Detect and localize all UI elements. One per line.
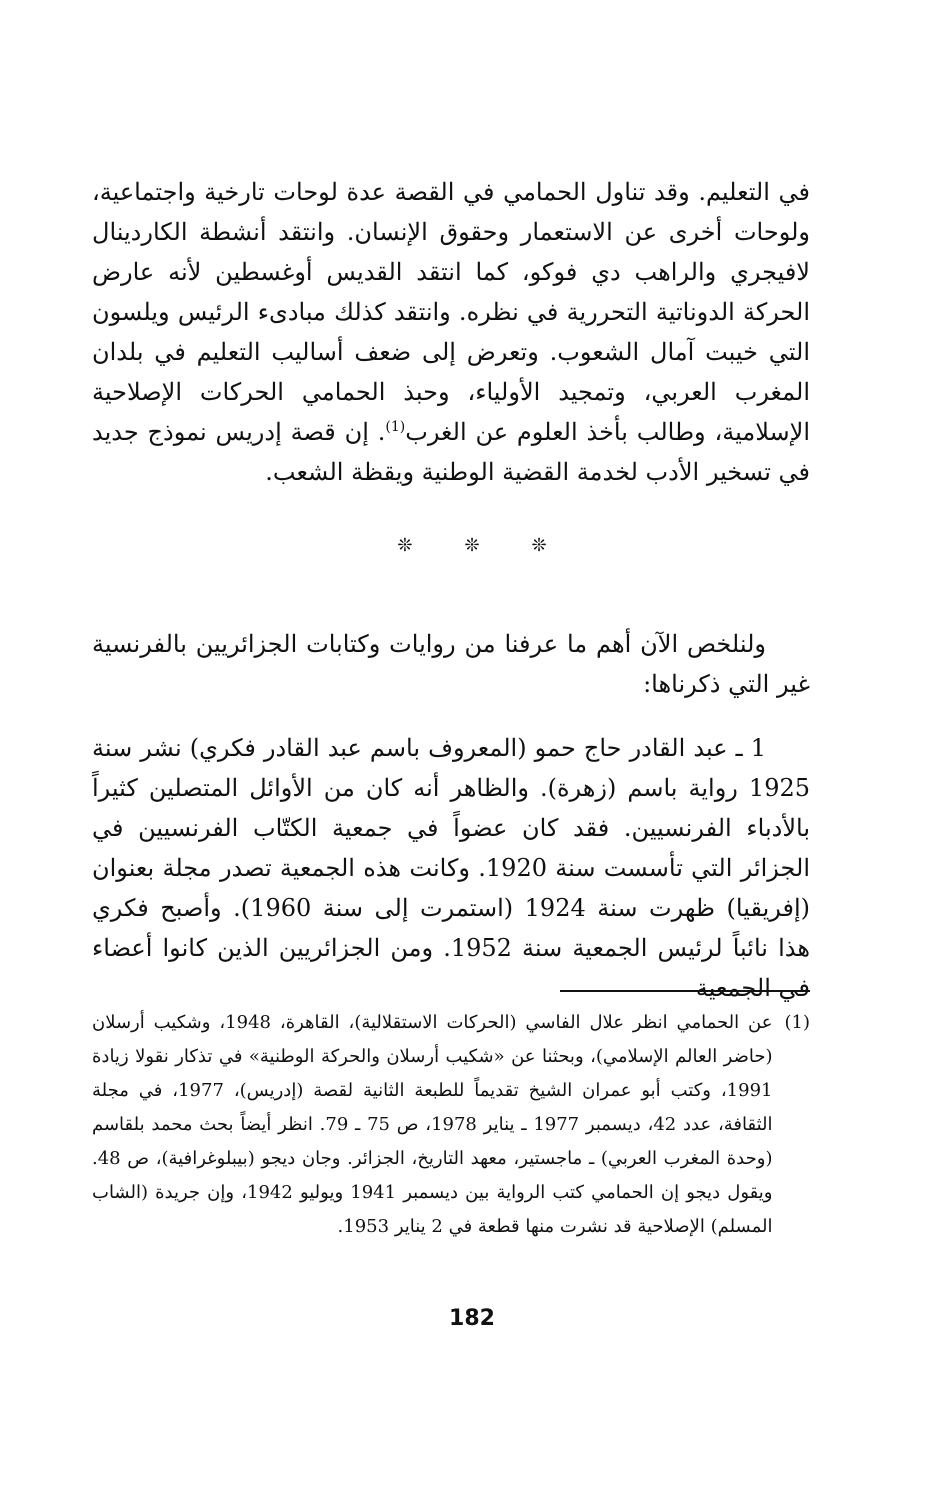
separator-star-icon: ❊ — [464, 535, 480, 556]
separator-star-icon: ❊ — [397, 535, 413, 556]
body-paragraph-1 — [92, 172, 810, 492]
section-separator — [0, 526, 944, 566]
body-paragraph-3 — [92, 728, 810, 1008]
body-paragraph-2 — [92, 624, 810, 704]
separator-star-icon: ❊ — [531, 535, 547, 556]
footnote-marker: (1) — [784, 1012, 810, 1033]
paragraph-3-text: 1 ـ عبد القادر حاج حمو (المعروف باسم عبد القادر فكري) نشر سنة 1925 رواية باسم (زهرة). والظاهر أنه كان من الأوائل المتصلين كثيراً بالأدباء الفرنسيين. فقد كان عضواً في جمعية الكتّاب الفرنسيين في الجزائر التي تأسست سنة 1920. وكانت هذه الجمعية تصدر مجلة بعنوان (إفريقيا) ظهرت سنة 1924 (استمرت إلى سنة 1960). وأصبح فكري هذا نائباً لرئيس الجمعية سنة 1952. ومن الجزائريين الذين كانوا أعضاء في الجمعية — [92, 734, 811, 1002]
footnote-text: عن الحمامي انظر علال الفاسي (الحركات الاستقلالية)، القاهرة، 1948، وشكيب أرسلان (حاضر العالم الإسلامي)، وبحثنا عن «شكيب أرسلان والحركة الوطنية» في تذكار نقولا زيادة 1991، وكتب أبو عمران الشيخ تقديماً للطبعة الثانية لقصة (إدريس)، 1977، في مجلة الثقافة، عدد 42، ديسمبر 1977 ـ يناير 1978، ص 75 ـ 79. انظر أيضاً بحث محمد بلقاسم (وحدة المغرب العربي) ـ ماجستير، معهد التاريخ، الجزائر. وجان ديجو (بيبلوغرافية)، ص 48. ويقول ديجو إن الحمامي كتب الرواية بين ديسمبر 1941 ويوليو 1942، وإن جريدة (الشاب المسلم) الإصلاحية قد نشرت منها قطعة في 2 يناير 1953. — [92, 1012, 773, 1237]
page-number: 182 — [449, 1306, 495, 1331]
paragraph-1-text-end: . إن قصة إدريس نموذج جديد في تسخير الأدب لخدمة القضية الوطنية ويقظة الشعب. — [92, 418, 810, 486]
footnote — [92, 1006, 810, 1244]
footnote-divider — [560, 990, 810, 992]
paragraph-1-text: في التعليم. وقد تناول الحمامي في القصة عدة لوحات تارخية واجتماعية، ولوحات أخرى عن الاستعمار وحقوق الإنسان. وانتقد أنشطة الكاردينال لافيجري والراهب دي فوكو، كما انتقد القديس أوغسطين لأنه عارض الحركة الدوناتية التحررية في نظره. وانتقد كذلك مبادىء الرئيس ويلسون التي خيبت آمال الشعوب. وتعرض إلى ضعف أساليب التعليم في بلدان المغرب العربي، وتمجيد الأولياء، وحبذ الحمامي الحركات الإصلاحية الإسلامية، وطالب بأخذ العلوم عن الغرب — [92, 178, 810, 446]
paragraph-2-text: ولنلخص الآن أهم ما عرفنا من روايات وكتابات الجزائريين بالفرنسية غير التي ذكرناها: — [92, 630, 810, 698]
footnote-reference-1: (1) — [385, 419, 406, 435]
